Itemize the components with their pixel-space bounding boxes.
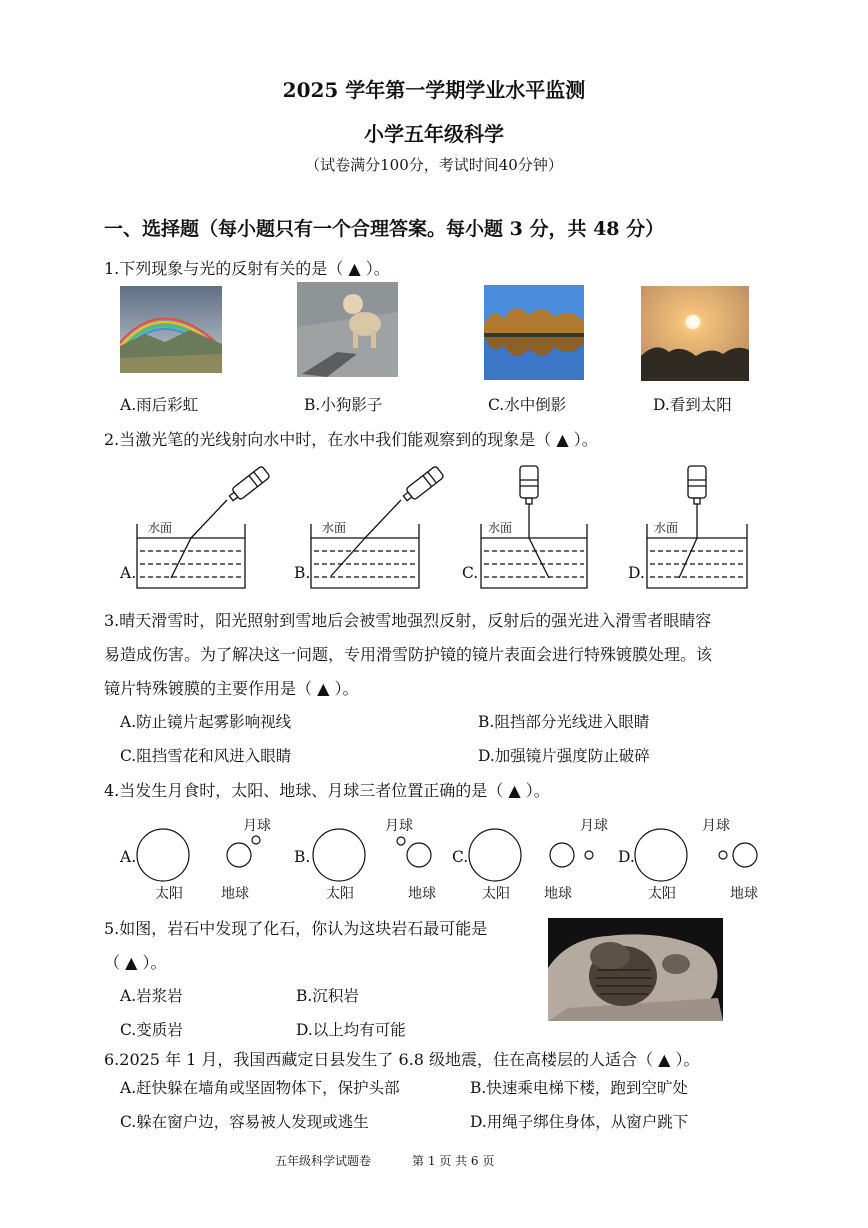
q2-option-c[interactable]: C. — [462, 564, 479, 582]
sun-label-a: 太阳 — [155, 886, 183, 902]
dog-photo — [297, 282, 398, 377]
moon-label-b: 月球 — [385, 818, 413, 834]
q1-option-b[interactable]: B.小狗影子 — [304, 396, 383, 414]
reflection-photo — [484, 285, 584, 380]
footer-title: 五年级科学试题卷 — [275, 1154, 372, 1168]
q5-option-b[interactable]: B.沉积岩 — [296, 987, 359, 1005]
footer-page-number: 第 1 页 共 6 页 — [412, 1154, 495, 1168]
q3-option-d[interactable]: D.加强镜片强度防止破碎 — [478, 747, 650, 765]
question-6-stem: 6.2025 年 1 月，我国西藏定日县发生了 6.8 级地震，住在高楼层的人适合（ ▲ ）。 — [104, 1050, 700, 1069]
q5-option-c[interactable]: C.变质岩 — [120, 1021, 183, 1039]
q6-option-b[interactable]: B.快速乘电梯下楼，跑到空旷处 — [470, 1079, 688, 1097]
q2-option-d[interactable]: D. — [628, 564, 645, 582]
q4-option-a[interactable]: A. — [120, 848, 137, 866]
earth-label-c: 地球 — [544, 886, 572, 902]
q1-option-a[interactable]: A.雨后彩虹 — [120, 396, 199, 414]
sun-label-c: 太阳 — [482, 886, 510, 902]
q6-option-a[interactable]: A.赶快躲在墙角或坚固物体下，保护头部 — [120, 1079, 400, 1097]
moon-label-a: 月球 — [243, 818, 271, 834]
question-5-line2: （ ▲ ）。 — [104, 953, 167, 972]
q1-option-c[interactable]: C.水中倒影 — [488, 396, 567, 414]
q2-option-a[interactable]: A. — [120, 564, 137, 582]
sun-photo — [641, 286, 749, 381]
q6-option-c[interactable]: C.躲在窗户边，容易被人发现或逃生 — [120, 1113, 369, 1131]
question-5-line1: 5.如图，岩石中发现了化石，你认为这块岩石最可能是 — [104, 919, 488, 938]
question-3-line3: 镜片特殊镀膜的主要作用是（ ▲ ）。 — [104, 679, 359, 698]
exam-title: 2025 学年第一学期学业水平监测 — [282, 78, 586, 102]
rainbow-photo — [120, 286, 222, 373]
moon-label-c: 月球 — [580, 818, 608, 834]
q3-option-b[interactable]: B.阻挡部分光线进入眼睛 — [478, 713, 650, 731]
q1-option-d[interactable]: D.看到太阳 — [653, 396, 732, 414]
exam-subtitle: 小学五年级科学 — [364, 122, 504, 146]
water-label-d: 水面 — [654, 521, 679, 535]
moon-label-d: 月球 — [702, 818, 730, 834]
water-label-a: 水面 — [148, 521, 173, 535]
earth-label-a: 地球 — [221, 886, 249, 902]
trilobite-fossil-photo — [548, 918, 723, 1021]
q6-option-d[interactable]: D.用绳子绑住身体，从窗户跳下 — [470, 1113, 689, 1131]
q3-option-c[interactable]: C.阻挡雪花和风进入眼睛 — [120, 747, 292, 765]
section-heading: 一、选择题（每小题只有一个合理答案。每小题 3 分，共 48 分） — [104, 218, 665, 240]
question-4-stem: 4.当发生月食时，太阳、地球、月球三者位置正确的是（ ▲ ）。 — [104, 781, 550, 800]
q4-option-b[interactable]: B. — [294, 848, 311, 866]
q3-option-a[interactable]: A.防止镜片起雾影响视线 — [120, 713, 292, 731]
earth-label-d: 地球 — [730, 886, 758, 902]
question-1-stem: 1.下列现象与光的反射有关的是（ ▲ ）。 — [104, 259, 390, 278]
q2-option-b[interactable]: B. — [294, 564, 311, 582]
exam-note: （试卷满分100分，考试时间40分钟） — [305, 156, 563, 174]
eclipse-diagrams — [115, 815, 775, 890]
q5-option-d[interactable]: D.以上均有可能 — [296, 1021, 406, 1039]
q4-option-d[interactable]: D. — [618, 848, 635, 866]
water-label-b: 水面 — [322, 521, 347, 535]
sun-label-b: 太阳 — [326, 886, 354, 902]
q5-option-a[interactable]: A.岩浆岩 — [120, 987, 183, 1005]
q4-option-c[interactable]: C. — [452, 848, 469, 866]
sun-label-d: 太阳 — [648, 886, 676, 902]
earth-label-b: 地球 — [408, 886, 436, 902]
water-label-c: 水面 — [488, 521, 513, 535]
question-3-line2: 易造成伤害。为了解决这一问题，专用滑雪防护镜的镜片表面会进行特殊镀膜处理。该 — [104, 645, 713, 664]
question-3-line1: 3.晴天滑雪时，阳光照射到雪地后会被雪地强烈反射，反射后的强光进入滑雪者眼睛容 — [104, 611, 712, 630]
question-2-stem: 2.当激光笔的光线射向水中时，在水中我们能观察到的现象是（ ▲ ）。 — [104, 430, 598, 449]
